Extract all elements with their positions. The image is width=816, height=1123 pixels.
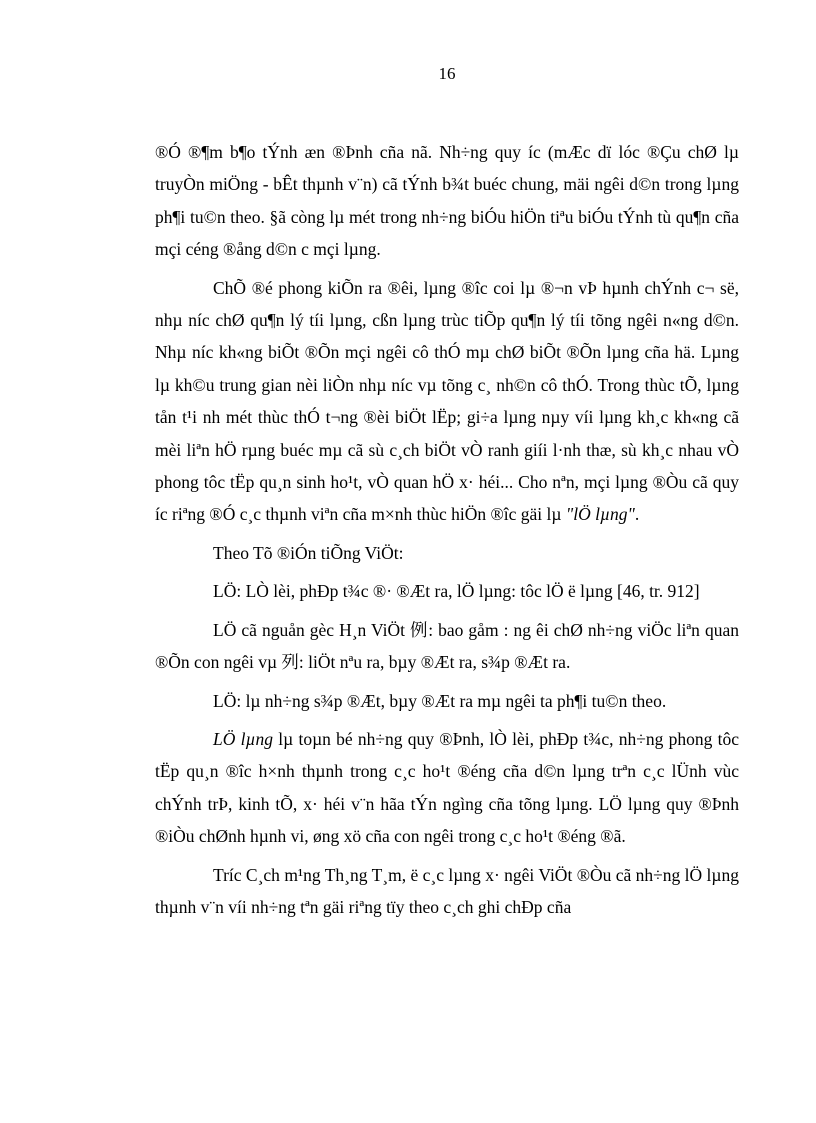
paragraph-7-text: lµ toµn bé nh÷ng quy ®Þnh, lÒ lèi, phÐp t¾c, nh÷ng phong tôc tËp qu¸n ®îc h×nh thµnh trong c¸c ho¹t ®éng cña d©n lµng trªn c¸c lÜnh vùc chÝnh trÞ, kinh tÕ, x· héi v¨n hãa tÝn ngìng cña tõng lµng. LÖ lµng quy ®Þnh ®iÒu chØnh hµnh vi, øng xö cña con ngêi trong c¸c ho¹t ®éng ®ã. (155, 728, 739, 847)
paragraph-2-text: ChÕ ®é phong kiÕn ra ®êi, lµng ®îc coi lµ ®¬n vÞ hµnh chÝnh c¬ së, nhµ níc chØ qu¶n lý tíi lµng, cßn lµng trùc tiÕp qu¶n lý tíi tõng ngêi n«ng d©n. Nhµ níc kh«ng biÕt ®Õn mçi ngêi cô thÓ mµ chØ biÕt ®Õn lµng cña hä. Lµng lµ kh©u trung gian nèi liÒn nhµ níc vµ tõng c¸ nh©n cô thÓ. Trong thùc tÕ, lµng tån t¹i nh mét thùc thÓ t¬ng ®èi biÖt lËp; gi÷a lµng nµy víi lµng kh¸c kh«ng cã mèi liªn hÖ rµng buéc mµ cã sù c¸ch biÖt vÒ ranh giíi l·nh thæ, sù kh¸c nhau vÒ phong tôc tËp qu¸n sinh ho¹t, vÒ quan hÖ x· héi... Cho nªn, mçi lµng ®Òu cã quy íc riªng ®Ó c¸c thµnh viªn cña m×nh thùc hiÖn ®îc gäi lµ (155, 277, 739, 525)
paragraph-3 (155, 537, 739, 569)
paragraph-4 (155, 575, 739, 607)
body-text (155, 136, 739, 929)
page-number: 16 (438, 64, 456, 83)
paragraph-7 (155, 723, 739, 853)
paragraph-6-text: LÖ: lµ nh÷ng s¾p ®Æt, bµy ®Æt ra mµ ngêi ta ph¶i tu©n theo. (213, 690, 667, 711)
paragraph-5-text: LÖ cã nguån gèc H¸n ViÖt 例: bao gåm : ng êi chØ nh÷ng viÖc liªn quan ®Õn con ngêi vµ 列: liÖt nªu ra, bµy ®Æt ra, s¾p ®Æt ra. (155, 619, 739, 673)
paragraph-2-italic: "lÖ lµng" (565, 504, 635, 525)
paragraph-1-text: ®Ó ®¶m b¶o tÝnh æn ®Þnh cña nã. Nh÷ng quy íc (mÆc dï lóc ®Çu chØ lµ truyÒn miÖng - bÊt thµnh v¨n) cã tÝnh b¾t buéc chung, mäi ngêi d©n trong lµng ph¶i tu©n theo. §ã còng lµ mét trong nh÷ng biÓu hiÖn tiªu biÓu tÝnh tù qu¶n cña mçi céng ®ång d©n c mçi lµng. (155, 142, 739, 260)
paragraph-8-text: Tríc C¸ch m¹ng Th¸ng T¸m, ë c¸c lµng x· ngêi ViÖt ®Òu cã nh÷ng lÖ lµng thµnh v¨n víi nh÷ng tªn gäi riªng tïy theo c¸ch ghi chÐp cña (155, 864, 739, 917)
paragraph-4-text: LÖ: LÒ lèi, phÐp t¾c ®· ®Æt ra, lÖ lµng: tôc lÖ ë lµng [46, tr. 912] (213, 581, 700, 602)
paragraph-1 (155, 136, 739, 266)
paragraph-7-italic: LÖ lµng (213, 728, 274, 749)
paragraph-6 (155, 685, 739, 717)
paragraph-2 (155, 272, 739, 531)
paragraph-8 (155, 859, 739, 924)
paragraph-2-after: . (634, 504, 640, 525)
paragraph-5 (155, 614, 739, 679)
paragraph-3-text: Theo Tõ ®iÓn tiÕng ViÖt: (213, 542, 404, 563)
